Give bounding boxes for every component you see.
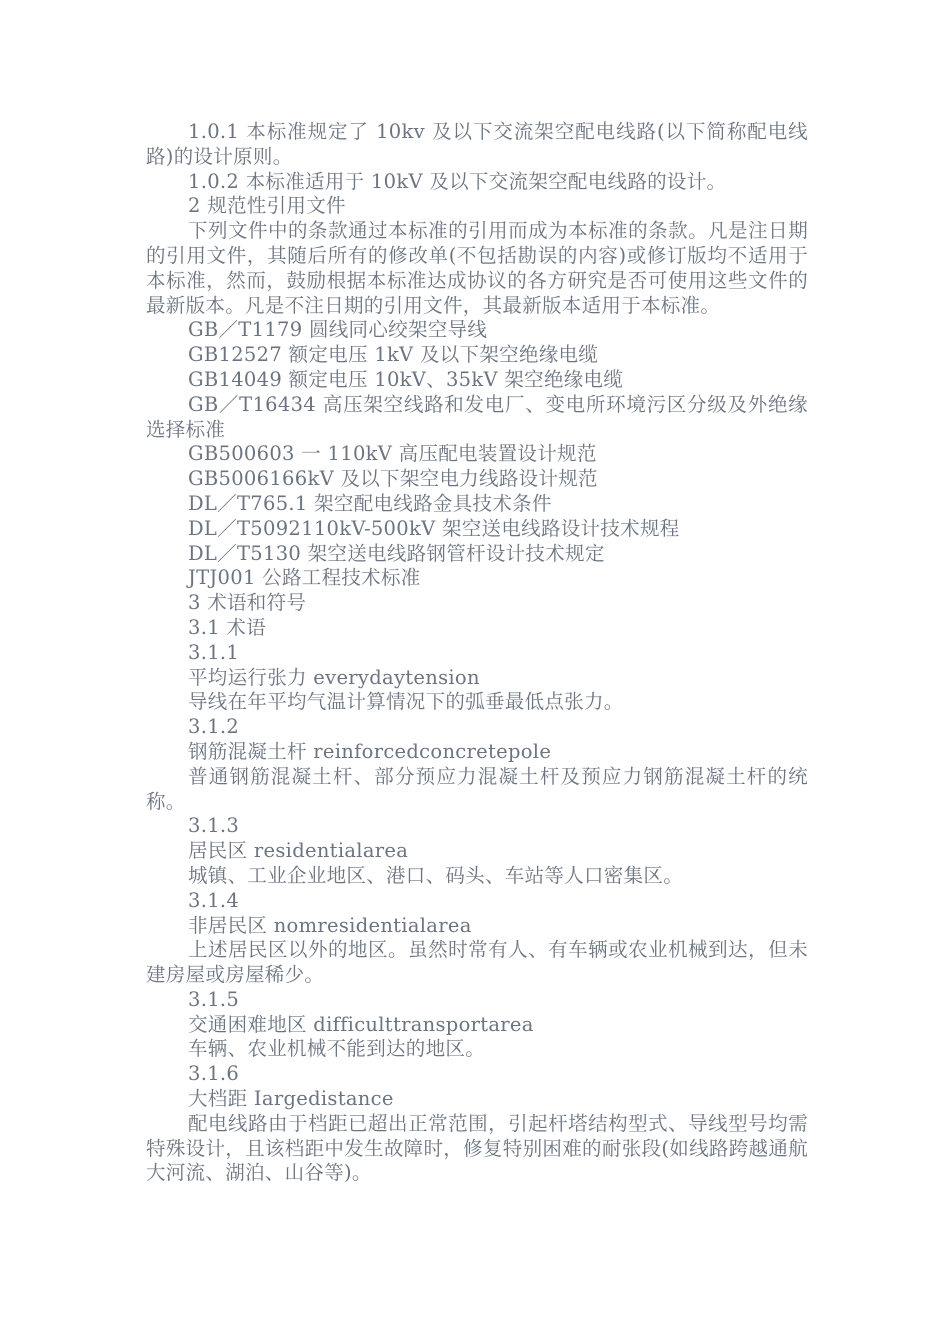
paragraph: 1.0.1 本标准规定了 10kv 及以下交流架空配电线路(以下简称配电线路)的设计原则。 (146, 120, 808, 168)
clause-number: 3.1.5 (188, 987, 240, 1011)
reference-item: DL／T765.1 架空配电线路金具技术条件 (188, 491, 552, 515)
reference-item: GB5006166kV 及以下架空电力线路设计规范 (188, 467, 598, 491)
term-definition: 车辆、农业机械不能到达的地区。 (188, 1037, 486, 1061)
clause-number: 3.1.6 (188, 1062, 240, 1086)
reference-item: JTJ001 公路工程技术标准 (188, 566, 421, 590)
term-title: 非居民区 nomresidentialarea (188, 913, 472, 937)
clause-number: 3.1.3 (188, 814, 240, 838)
term-definition: 配电线路由于档距已超出正常范围，引起杆塔结构型式、导线型号均需特殊设计，且该档距中发生故障时，修复特别困难的耐张段(如线路跨越通航大河流、湖泊、山谷等)。 (146, 1111, 808, 1185)
section-heading: 3.1 术语 (188, 615, 267, 639)
section-heading: 3 术语和符号 (188, 591, 307, 615)
reference-item: GB500603 一 110kV 高压配电装置设计规范 (188, 442, 597, 466)
reference-item: GB12527 额定电压 1kV 及以下架空绝缘电缆 (188, 343, 599, 367)
term-definition: 普通钢筋混凝土杆、部分预应力混凝土杆及预应力钢筋混凝土杆的统称。 (146, 764, 808, 813)
reference-item: DL／T5130 架空送电线路钢管杆设计技术规定 (188, 541, 605, 565)
paragraph: 1.0.2 本标准适用于 10kV 及以下交流架空配电线路的设计。 (188, 169, 727, 193)
clause-number: 3.1.4 (188, 888, 240, 912)
clause-number: 3.1.1 (188, 640, 240, 664)
clause-number: 3.1.2 (188, 715, 240, 739)
reference-item: GB／T16434 高压架空线路和发电厂、变电所环境污区分级及外绝缘选择标准 (146, 392, 808, 441)
term-title: 交通困难地区 difficulttransportarea (188, 1012, 534, 1036)
paragraph: 下列文件中的条款通过本标准的引用而成为本标准的条款。凡是注日期的引用文件，其随后所有的修改单(不包括勘误的内容)或修订版均不适用于本标准，然而，鼓励根据本标准达成协议的各方研究是否可使用这些文件的最新版本。凡是不注日期的引用文件，其最新版本适用于本标准。 (146, 219, 808, 317)
document-body (146, 120, 808, 1186)
term-definition: 城镇、工业企业地区、港口、码头、车站等人口密集区。 (188, 863, 684, 887)
section-heading: 2 规范性引用文件 (188, 194, 346, 218)
term-title: 大档距 Iargedistance (188, 1087, 394, 1111)
reference-item: DL／T5092110kV-500kV 架空送电线路设计技术规程 (188, 516, 680, 540)
term-definition: 上述居民区以外的地区。虽然时常有人、有车辆或农业机械到达，但未建房屋或房屋稀少。 (146, 938, 808, 987)
term-title: 平均运行张力 everydaytension (188, 665, 480, 689)
reference-item: GB／T1179 圆线同心绞架空导线 (188, 318, 488, 342)
term-definition: 导线在年平均气温计算情况下的弧垂最低点张力。 (188, 690, 624, 714)
reference-item: GB14049 额定电压 10kV、35kV 架空绝缘电缆 (188, 367, 624, 391)
term-title: 钢筋混凝土杆 reinforcedconcretepole (188, 739, 552, 763)
term-title: 居民区 residentialarea (188, 839, 409, 863)
